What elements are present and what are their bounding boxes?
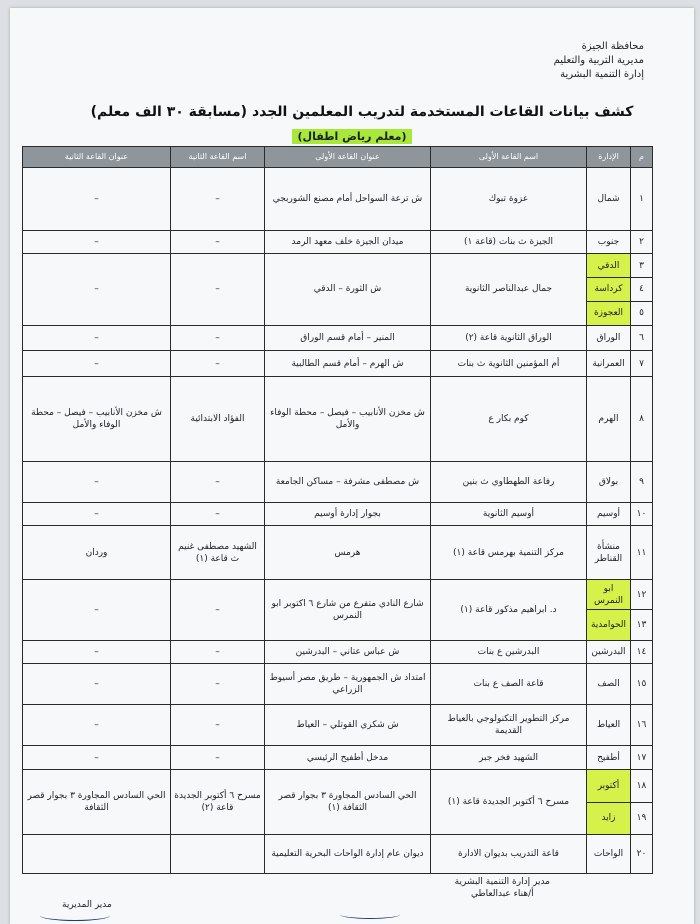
admin-name: بولاق	[587, 461, 631, 502]
hall1-address: ش عباس عتاني – البدرشين	[265, 640, 431, 664]
header-governorate: محافظة الجيزة	[581, 41, 644, 52]
table-row	[23, 230, 653, 254]
table-row	[23, 664, 653, 705]
hall1-name: الوراق الثانوية قاعة (٢)	[431, 325, 587, 351]
hall2-address: –	[23, 580, 171, 640]
admin-name: أطفيح	[587, 746, 631, 770]
signature-block	[455, 876, 550, 900]
hall2-address: –	[23, 168, 171, 231]
hall1-name: الجيزة ث بنات (قاعة ١)	[431, 230, 587, 254]
hall2-address: –	[23, 746, 171, 770]
hall1-name: مركز التنمية بهرمس قاعة (١)	[431, 526, 587, 580]
row-number: ٣	[631, 254, 653, 278]
header-department: إدارة التنمية البشرية	[560, 69, 644, 80]
hall2-name: –	[171, 230, 265, 254]
row-number: ١٨	[631, 770, 653, 802]
hall1-name: عزوة تبوك	[431, 168, 587, 231]
hall1-name: كوم بكار ع	[431, 377, 587, 461]
hall1-name: جمال عبدالناصر الثانوية	[431, 254, 587, 325]
hall1-name: رفاعة الطهطاوي ث بنين	[431, 461, 587, 502]
row-number: ٢٠	[631, 834, 653, 873]
header-directorate: مديرية التربية والتعليم	[553, 55, 644, 66]
admin-name: أوسيم	[587, 502, 631, 526]
table-row	[23, 502, 653, 526]
hall2-address: وردان	[23, 526, 171, 580]
admin-name: زايد	[587, 802, 631, 834]
hall2-address: –	[23, 254, 171, 325]
table-row	[23, 461, 653, 502]
table-row	[23, 325, 653, 351]
hall1-name: الشهيد فخر جبر	[431, 746, 587, 770]
footer-title: مدير إدارة التنمية البشرية	[454, 877, 550, 887]
hall1-name: قاعة التدريب بديوان الادارة	[431, 834, 587, 873]
col-header-hall1-address: عنوان القاعة الأولى	[265, 147, 431, 168]
hall2-address: –	[23, 502, 171, 526]
hall1-address: ش مخزن الأنابيب – فيصل – محطة الوفاء والأمل	[265, 377, 431, 461]
hall2-name: –	[171, 461, 265, 502]
admin-name: العجوزة	[587, 301, 631, 325]
admin-name: الحوامدية	[587, 610, 631, 640]
hall1-name: مركز التطوير التكنولوجي بالعياط القديمة	[431, 705, 587, 746]
table-row	[23, 746, 653, 770]
row-number: ١٥	[631, 664, 653, 705]
hall2-address: –	[23, 461, 171, 502]
table-row	[23, 351, 653, 377]
hall2-name: –	[171, 168, 265, 231]
row-number: ٩	[631, 461, 653, 502]
row-number: ٥	[631, 301, 653, 325]
table-row	[23, 705, 653, 746]
col-header-admin: الإدارة	[587, 147, 631, 168]
hall2-name: –	[171, 351, 265, 377]
document-title: كشف بيانات القاعات المستخدمة لتدريب المعلمين الجدد (مسابقة ٣٠ الف معلم)	[90, 104, 634, 120]
row-number: ١	[631, 168, 653, 231]
document-subtitle: (معلم رياض اطفال)	[292, 129, 413, 144]
admin-name: الصف	[587, 664, 631, 705]
table-row	[23, 526, 653, 580]
table-row	[23, 254, 653, 278]
table-row	[23, 377, 653, 461]
admin-name: الواحات	[587, 834, 631, 873]
hall1-address: ش ترعة السواحل أمام مصنع الشوربجي	[265, 168, 431, 231]
admin-name: شمال	[587, 168, 631, 231]
document-header	[554, 40, 644, 82]
col-header-number: م	[631, 147, 653, 168]
table-row	[23, 640, 653, 664]
hall2-name: –	[171, 664, 265, 705]
hall1-address: ش الثورة – الدقي	[265, 254, 431, 325]
row-number: ١٦	[631, 705, 653, 746]
row-number: ٤	[631, 278, 653, 302]
hall1-name: أم المؤمنين الثانوية ث بنات	[431, 351, 587, 377]
hall2-address: –	[23, 325, 171, 351]
hall1-address: بجوار إدارة أوسيم	[265, 502, 431, 526]
hall1-name: مسرح ٦ أكتوبر الجديدة قاعة (١)	[431, 770, 587, 835]
admin-name: البدرشين	[587, 640, 631, 664]
hall1-name: قاعة الصف ع بنات	[431, 664, 587, 705]
row-number: ١٤	[631, 640, 653, 664]
hall2-name: –	[171, 640, 265, 664]
admin-name: منشأة القناطر	[587, 526, 631, 580]
admin-name: ابو النمرس	[587, 580, 631, 610]
row-number: ١٩	[631, 802, 653, 834]
row-number: ١٧	[631, 746, 653, 770]
hall2-name: –	[171, 325, 265, 351]
admin-name: الوراق	[587, 325, 631, 351]
admin-name: أكتوبر	[587, 770, 631, 802]
admin-name: جنوب	[587, 230, 631, 254]
hall2-address: –	[23, 230, 171, 254]
director-signature-mark	[40, 910, 110, 921]
col-header-hall1-name: اسم القاعة الأولى	[431, 147, 587, 168]
hall2-name: مسرح ٦ أكتوبر الجديدة قاعة (٢)	[171, 770, 265, 835]
hall2-name: –	[171, 580, 265, 640]
table-row	[23, 168, 653, 231]
hall2-name: الشهيد مصطفى غنيم ث قاعة (١)	[171, 526, 265, 580]
admin-name: العياط	[587, 705, 631, 746]
admin-name: الدقي	[587, 254, 631, 278]
table-header-row	[23, 147, 653, 168]
table-row	[23, 580, 653, 610]
row-number: ٨	[631, 377, 653, 461]
footer-name: أ/هناء عبدالعاطي	[470, 889, 534, 899]
col-header-hall2-name: اسم القاعة الثانية	[171, 147, 265, 168]
row-number: ١١	[631, 526, 653, 580]
table-row	[23, 770, 653, 802]
hall2-address: –	[23, 705, 171, 746]
row-number: ١٠	[631, 502, 653, 526]
hall2-address: –	[23, 351, 171, 377]
hall2-name: –	[171, 254, 265, 325]
hall1-address: ش شكري القوتلي – العياط	[265, 705, 431, 746]
row-number: ٧	[631, 351, 653, 377]
hall2-address	[23, 834, 171, 873]
table-row	[23, 834, 653, 873]
hall2-name: –	[171, 705, 265, 746]
hall1-address: ميدان الجيزة خلف معهد الرمد	[265, 230, 431, 254]
hall1-address: ش مصطفى مشرفة – مساكن الجامعة	[265, 461, 431, 502]
hall2-address: الحي السادس المجاورة ٣ بجوار قصر الثقافة	[23, 770, 171, 835]
hall1-address: المنير – أمام قسم الوراق	[265, 325, 431, 351]
hall1-name: أوسيم الثانوية	[431, 502, 587, 526]
admin-name: الهرم	[587, 377, 631, 461]
row-number: ١٢	[631, 580, 653, 610]
hall1-address: ديوان عام إدارة الواحات البحرية التعليمية	[265, 834, 431, 873]
manager-signature-mark	[340, 910, 400, 919]
col-header-hall2-address: عنوان القاعة الثانية	[23, 147, 171, 168]
hall1-address: مدخل أطفيح الرئيسي	[265, 746, 431, 770]
row-number: ٢	[631, 230, 653, 254]
hall2-name: –	[171, 746, 265, 770]
admin-name: كرداسة	[587, 278, 631, 302]
hall1-name: البدرشين ع بنات	[431, 640, 587, 664]
row-number: ٦	[631, 325, 653, 351]
hall2-name: الفؤاد الابتدائية	[171, 377, 265, 461]
hall1-address: امتداد ش الجمهورية – طريق مصر أسيوط الزراعي	[265, 664, 431, 705]
hall1-address: هرمس	[265, 526, 431, 580]
row-number: ١٣	[631, 610, 653, 640]
hall2-address: –	[23, 664, 171, 705]
hall1-address: ش الهرم – أمام قسم الطالبية	[265, 351, 431, 377]
hall1-address: شارع النادي متفرع من شارع ٦ اكتوبر ابو النمرس	[265, 580, 431, 640]
admin-name: العمرانية	[587, 351, 631, 377]
hall2-name: –	[171, 502, 265, 526]
hall2-name	[171, 834, 265, 873]
hall2-address: ش مخزن الأنابيب – فيصل – محطة الوفاء والأمل	[23, 377, 171, 461]
hall2-address: –	[23, 640, 171, 664]
hall1-name: د. ابراهيم مذكور قاعة (١)	[431, 580, 587, 640]
director-signature-label: مدير المديرية	[62, 900, 112, 910]
halls-table	[22, 146, 653, 874]
hall1-address: الحي السادس المجاورة ٣ بجوار قصر الثقافة (١)	[265, 770, 431, 835]
